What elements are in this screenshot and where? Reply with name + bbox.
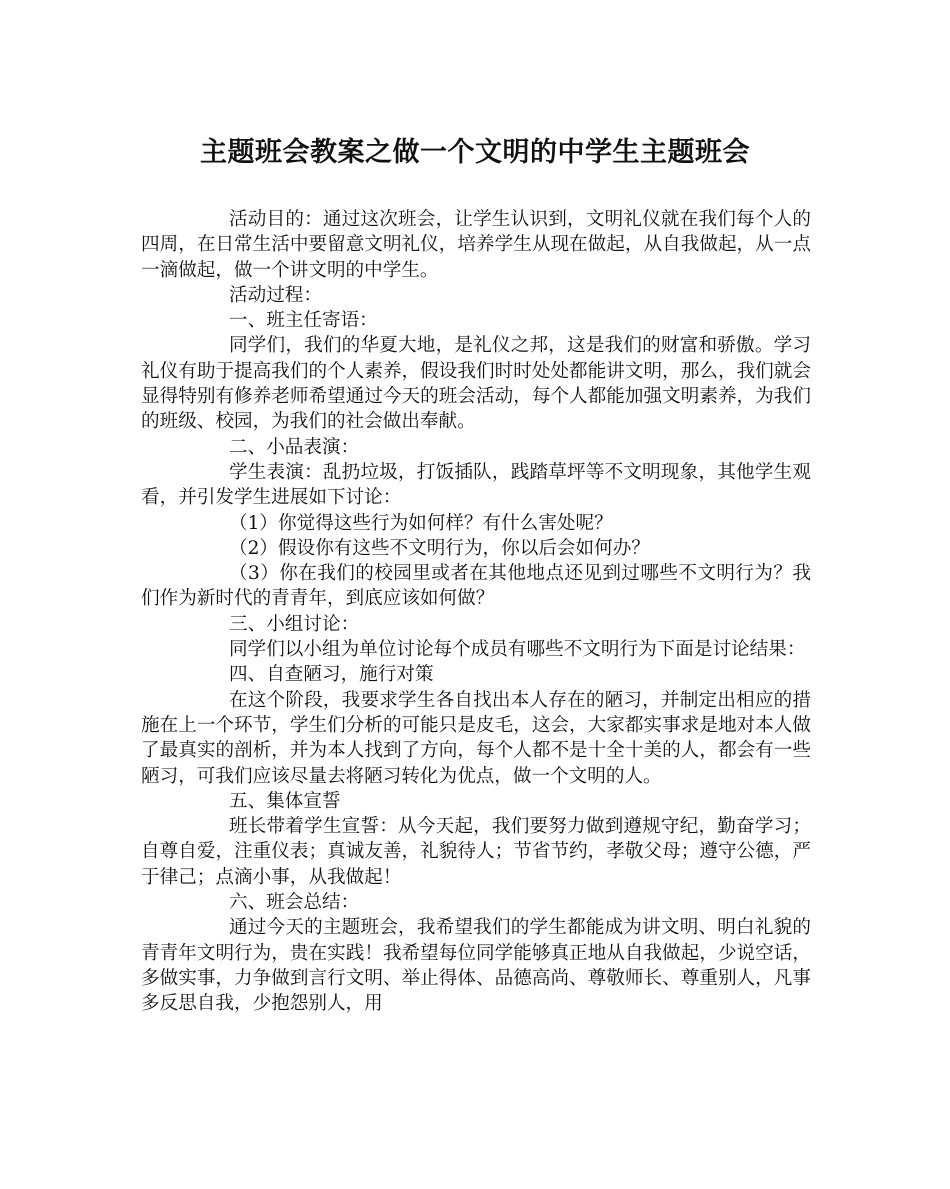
paragraph-process-heading: 活动过程： <box>229 284 322 306</box>
paragraph-skit: 学生表演：乱扔垃圾，打饭插队，践踏草坪等不文明现象，其他学生观看，并引发学生进展如下讨论： <box>141 461 811 509</box>
paragraph-group-discussion: 同学们以小组为单位讨论每个成员有哪些不文明行为下面是讨论结果： <box>229 639 806 661</box>
section-heading-3: 三、小组讨论： <box>229 613 360 635</box>
discussion-question-3: （3）你在我们的校园里或者在其他地点还见到过哪些不文明行为？我们作为新时代的青青年，到底应该如何做？ <box>141 563 811 610</box>
section-heading-4: 四、自查陋习，施行对策 <box>229 664 434 686</box>
section-heading-2: 二、小品表演： <box>229 436 360 458</box>
paragraph-self-check: 在这个阶段，我要求学生各自找出本人存在的陋习，并制定出相应的措施在上一个环节，学生们分析的可能只是皮毛，这会，大家都实事求是地对本人做了最真实的剖析，并为本人找到了方向，每个人都不是十全十美的人，都会有一些陋习，可我们应该尽量去将陋习转化为优点，做一个文明的人。 <box>141 689 811 787</box>
document-body <box>141 207 811 1017</box>
discussion-question-1: （1）你觉得这些行为如何样？有什么害处呢？ <box>229 512 613 534</box>
discussion-question-2: （2）假设你有这些不文明行为，你以后会如何办？ <box>229 537 650 559</box>
paragraph-summary: 通过今天的主题班会，我希望我们的学生都能成为讲文明、明白礼貌的青青年文明行为，贵在实践！我希望每位同学能够真正地从自我做起，少说空话，多做实事，力争做到言行文明、举止得体、品德高尚、尊敬师长、尊重别人，凡事多反思自我，少抱怨别人，用 <box>141 917 811 1015</box>
document-title: 主题班会教案之做一个文明的中学生主题班会 <box>200 137 750 168</box>
paragraph-oath: 班长带着学生宣誓：从今天起，我们要努力做到遵规守纪，勤奋学习；自尊自爱，注重仪表；真诚友善，礼貌待人；节省节约，孝敬父母；遵守公德，严于律己；点滴小事，从我做起！ <box>141 816 811 888</box>
section-heading-1: 一、班主任寄语： <box>229 310 378 332</box>
paragraph-purpose: 活动目的：通过这次班会，让学生认识到，文明礼仪就在我们每个人的四周，在日常生活中要留意文明礼仪，培养学生从现在做起，从自我做起，从一点一滴做起，做一个讲文明的中学生。 <box>141 209 811 281</box>
paragraph-teacher-message: 同学们，我们的华夏大地，是礼仪之邦，这是我们的财富和骄傲。学习礼仪有助于提高我们的个人素养，假设我们时时处处都能讲文明，那么，我们就会显得特别有修养老师希望通过今天的班会活动，每个人都能加强文明素养，为我们的班级、校园，为我们的社会做出奉献。 <box>141 335 811 433</box>
section-heading-5: 五、集体宣誓 <box>229 790 341 812</box>
section-heading-6: 六、班会总结： <box>229 892 360 914</box>
